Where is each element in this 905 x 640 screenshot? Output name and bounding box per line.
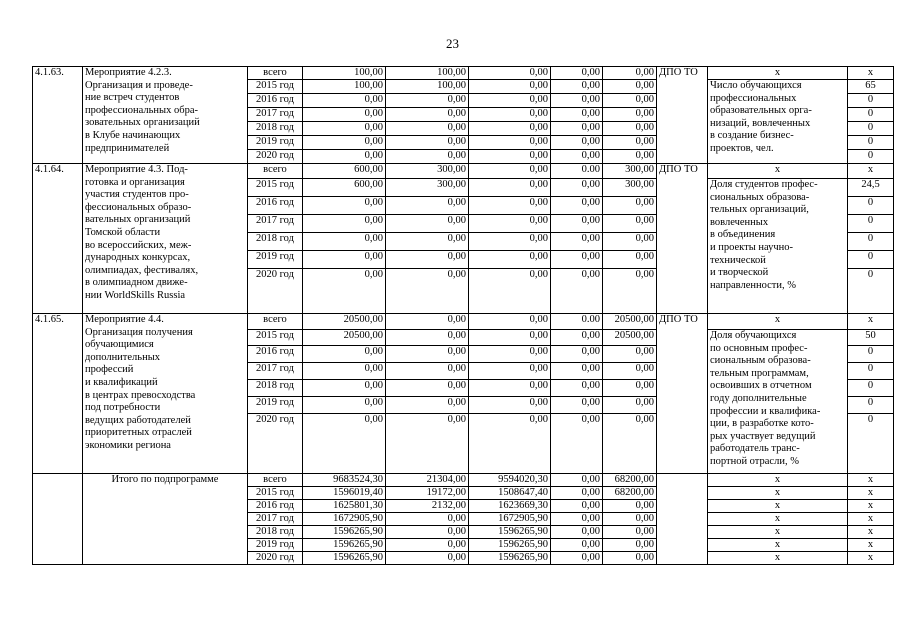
item-code: 4.1.64. — [33, 164, 83, 314]
regional-cell: 0,00 — [469, 108, 551, 122]
total-cell: 100,00 — [303, 67, 386, 80]
local-cell: 0,00 — [551, 269, 603, 314]
extrabudget-cell: 68200,00 — [603, 474, 657, 487]
regional-cell: 0,00 — [469, 179, 551, 197]
total-cell: 0,00 — [303, 94, 386, 108]
item-name-line: Организация получения — [85, 326, 193, 338]
item-name-line: в олимпиадном движе- — [85, 277, 188, 289]
local-cell: 0,00 — [551, 330, 603, 346]
indicator-value-cell: х — [848, 539, 894, 552]
indicator-value-cell: 0 — [848, 363, 894, 380]
item-code: 4.1.65. — [33, 314, 83, 474]
item-name-line: дународных конкурсах, — [85, 252, 191, 264]
total-cell: 0,00 — [303, 122, 386, 136]
total-cell: 0,00 — [303, 363, 386, 380]
local-cell: 0,00 — [551, 346, 603, 363]
period-cell: 2017 год — [248, 215, 303, 233]
federal-cell: 0,00 — [386, 269, 469, 314]
regional-cell: 0,00 — [469, 215, 551, 233]
budget-table — [32, 66, 894, 565]
period-cell: 2019 год — [248, 539, 303, 552]
federal-cell: 0,00 — [386, 397, 469, 414]
federal-cell: 300,00 — [386, 179, 469, 197]
federal-cell: 0,00 — [386, 150, 469, 164]
indicator-value-cell: х — [848, 526, 894, 539]
total-cell: 0,00 — [303, 136, 386, 150]
table-row — [33, 164, 894, 179]
extrabudget-cell: 0,00 — [603, 197, 657, 215]
indicator-value-cell: 0 — [848, 414, 894, 474]
federal-cell: 0,00 — [386, 233, 469, 251]
table-row — [33, 314, 894, 330]
indicator-value-cell: 50 — [848, 330, 894, 346]
regional-cell: 0,00 — [469, 67, 551, 80]
regional-cell: 1596265,90 — [469, 552, 551, 565]
indicator-line: вовлеченных — [710, 216, 769, 228]
local-cell: 0,00 — [551, 380, 603, 397]
indicator-line: в объединения — [710, 229, 776, 241]
total-cell: 0,00 — [303, 233, 386, 251]
indicator-line: Доля студентов профес- — [710, 179, 818, 190]
local-cell: 0,00 — [551, 500, 603, 513]
total-cell: 0,00 — [303, 215, 386, 233]
executor-cell: ДПО ТО — [657, 67, 708, 164]
regional-cell: 0,00 — [469, 136, 551, 150]
period-cell: всего — [248, 67, 303, 80]
extrabudget-cell: 0,00 — [603, 108, 657, 122]
federal-cell: 0,00 — [386, 526, 469, 539]
total-cell: 1672905,90 — [303, 513, 386, 526]
extrabudget-cell: 0,00 — [603, 269, 657, 314]
extrabudget-cell: 0,00 — [603, 67, 657, 80]
local-cell: 0,00 — [551, 136, 603, 150]
item-name-line: под потребности — [85, 402, 161, 414]
extrabudget-cell: 0,00 — [603, 539, 657, 552]
totals-label: Итого по подпрограмме — [83, 474, 248, 565]
item-name-line: ведущих работодателей — [85, 414, 191, 426]
extrabudget-cell: 0,00 — [603, 215, 657, 233]
period-cell: 2019 год — [248, 251, 303, 269]
total-cell: 9683524,30 — [303, 474, 386, 487]
total-cell: 0,00 — [303, 380, 386, 397]
federal-cell: 0,00 — [386, 330, 469, 346]
indicator-line: портной отрасли, % — [710, 455, 799, 467]
federal-cell: 0,00 — [386, 380, 469, 397]
executor-cell: ДПО ТО — [657, 314, 708, 474]
indicator-value-cell: 0 — [848, 122, 894, 136]
period-cell: 2017 год — [248, 363, 303, 380]
federal-cell: 0,00 — [386, 552, 469, 565]
indicator-cell: х — [708, 526, 848, 539]
federal-cell: 0,00 — [386, 122, 469, 136]
extrabudget-cell: 0,00 — [603, 397, 657, 414]
item-name-line: нии WorldSkills Russia — [85, 289, 186, 301]
total-cell: 100,00 — [303, 80, 386, 94]
period-cell: 2016 год — [248, 500, 303, 513]
indicator-value-cell: 0 — [848, 397, 894, 414]
indicator-value-cell: х — [848, 500, 894, 513]
period-cell: 2017 год — [248, 108, 303, 122]
regional-cell: 0,00 — [469, 269, 551, 314]
federal-cell: 0,00 — [386, 414, 469, 474]
local-cell: 0,00 — [551, 251, 603, 269]
extrabudget-cell: 20500,00 — [603, 314, 657, 330]
indicator-line: сиональных образова- — [710, 191, 810, 203]
indicator-line: низаций, вовлеченных — [710, 117, 811, 129]
local-cell: 0,00 — [551, 197, 603, 215]
indicator-cell — [708, 179, 848, 314]
item-name-line: профессиональных обра- — [85, 104, 198, 116]
local-cell: 0,00 — [551, 215, 603, 233]
period-cell: 2020 год — [248, 414, 303, 474]
regional-cell: 9594020,30 — [469, 474, 551, 487]
local-cell: 0,00 — [551, 94, 603, 108]
indicator-line: ции, в разработке кото- — [710, 418, 814, 430]
regional-cell: 0,00 — [469, 346, 551, 363]
local-cell: 0,00 — [551, 122, 603, 136]
total-cell: 0,00 — [303, 108, 386, 122]
item-name-line: предпринимателей — [85, 142, 170, 154]
period-cell: 2019 год — [248, 136, 303, 150]
local-cell: 0,00 — [551, 80, 603, 94]
total-cell: 20500,00 — [303, 330, 386, 346]
indicator-value-cell: х — [848, 513, 894, 526]
extrabudget-cell: 0,00 — [603, 513, 657, 526]
indicator-value-cell: 0 — [848, 346, 894, 363]
regional-cell: 0,00 — [469, 80, 551, 94]
local-cell: 0,00 — [551, 108, 603, 122]
indicator-value-cell: 0 — [848, 215, 894, 233]
local-cell: 0,00 — [551, 539, 603, 552]
federal-cell: 300,00 — [386, 164, 469, 179]
period-cell: 2016 год — [248, 346, 303, 363]
item-name-line: дополнительных — [85, 351, 161, 363]
regional-cell: 0,00 — [469, 251, 551, 269]
indicator-line: и творческой — [710, 267, 769, 279]
total-cell: 0,00 — [303, 150, 386, 164]
item-name-line: в Клубе начинающих — [85, 129, 181, 141]
indicator-line: профессии и квалифика- — [710, 405, 821, 417]
extrabudget-cell: 68200,00 — [603, 487, 657, 500]
local-cell: 0,00 — [551, 233, 603, 251]
period-cell: 2017 год — [248, 513, 303, 526]
item-name — [83, 67, 248, 164]
extrabudget-cell: 0,00 — [603, 414, 657, 474]
federal-cell: 0,00 — [386, 94, 469, 108]
regional-cell: 0,00 — [469, 414, 551, 474]
total-cell: 0,00 — [303, 346, 386, 363]
total-cell: 0,00 — [303, 397, 386, 414]
item-name-line: фессиональных образо- — [85, 201, 192, 213]
extrabudget-cell: 0,00 — [603, 363, 657, 380]
item-name-line: готовка и организация — [85, 176, 185, 188]
indicator-value-cell: 65 — [848, 80, 894, 94]
federal-cell: 0,00 — [386, 346, 469, 363]
federal-cell: 0,00 — [386, 251, 469, 269]
local-cell: 0,00 — [551, 179, 603, 197]
total-cell: 600,00 — [303, 164, 386, 179]
indicator-value-cell: х — [848, 552, 894, 565]
period-cell: всего — [248, 164, 303, 179]
local-cell: 0.00 — [551, 314, 603, 330]
federal-cell: 0,00 — [386, 215, 469, 233]
item-name-line: Мероприятие 4.4. — [85, 314, 164, 325]
item-name-line: Мероприятие 4.2.3. — [85, 67, 172, 78]
period-cell: 2018 год — [248, 526, 303, 539]
period-cell: 2015 год — [248, 487, 303, 500]
indicator-value-cell: 0 — [848, 136, 894, 150]
indicator-value-cell: х — [848, 314, 894, 330]
period-cell: 2015 год — [248, 330, 303, 346]
period-cell: 2015 год — [248, 80, 303, 94]
period-cell: 2018 год — [248, 380, 303, 397]
local-cell: 0,00 — [551, 526, 603, 539]
federal-cell: 100,00 — [386, 80, 469, 94]
regional-cell: 0,00 — [469, 397, 551, 414]
indicator-value-cell: х — [848, 67, 894, 80]
period-cell: 2020 год — [248, 552, 303, 565]
local-cell: 0,00 — [551, 67, 603, 80]
indicator-cell: х — [708, 500, 848, 513]
period-cell: 2018 год — [248, 122, 303, 136]
total-cell: 1596265,90 — [303, 539, 386, 552]
local-cell: 0,00 — [551, 363, 603, 380]
regional-cell: 0,00 — [469, 233, 551, 251]
item-name-line: экономики региона — [85, 439, 171, 451]
indicator-value-cell: х — [848, 474, 894, 487]
indicator-value-cell: 0 — [848, 251, 894, 269]
indicator-value-cell: 0 — [848, 94, 894, 108]
item-name-line: обучающимися — [85, 339, 154, 351]
item-code: 4.1.63. — [33, 67, 83, 164]
extrabudget-cell: 0,00 — [603, 346, 657, 363]
regional-cell: 0,00 — [469, 330, 551, 346]
indicator-line: тельных организаций, — [710, 204, 809, 216]
regional-cell: 0,00 — [469, 164, 551, 179]
indicator-line: образовательных орга- — [710, 105, 812, 117]
item-name-line: ние встреч студентов — [85, 92, 180, 104]
total-code-cell — [33, 474, 83, 565]
local-cell: 0,00 — [551, 150, 603, 164]
extrabudget-cell: 0,00 — [603, 80, 657, 94]
indicator-value-cell: х — [848, 164, 894, 179]
indicator-value-cell: 24,5 — [848, 179, 894, 197]
total-cell: 600,00 — [303, 179, 386, 197]
local-cell: 0,00 — [551, 552, 603, 565]
regional-cell: 1508647,40 — [469, 487, 551, 500]
table-row — [33, 474, 894, 487]
item-name-line: Мероприятие 4.3. Под- — [85, 164, 188, 175]
federal-cell: 0,00 — [386, 314, 469, 330]
indicator-line: в создание бизнес- — [710, 130, 794, 142]
regional-cell: 0,00 — [469, 197, 551, 215]
indicator-line: году дополнительные — [710, 392, 807, 404]
regional-cell: 0,00 — [469, 150, 551, 164]
indicator-line: сиональным образова- — [710, 355, 811, 367]
regional-cell: 0,00 — [469, 122, 551, 136]
item-name-line: приоритетных отраслей — [85, 427, 192, 439]
total-cell: 1625801,30 — [303, 500, 386, 513]
local-cell: 0,00 — [551, 513, 603, 526]
total-cell: 1596265,90 — [303, 526, 386, 539]
total-cell: 1596265,90 — [303, 552, 386, 565]
total-cell: 1596019,40 — [303, 487, 386, 500]
indicator-line: по основным профес- — [710, 342, 808, 354]
executor-cell: ДПО ТО — [657, 164, 708, 314]
indicator-value-cell: 0 — [848, 233, 894, 251]
indicator-line: работодатель транс- — [710, 443, 800, 455]
regional-cell: 0,00 — [469, 94, 551, 108]
indicator-cell: х — [708, 67, 848, 80]
federal-cell: 21304,00 — [386, 474, 469, 487]
item-name-line: и квалификаций — [85, 376, 158, 388]
page-number: 23 — [446, 36, 459, 51]
period-cell: 2020 год — [248, 150, 303, 164]
indicator-cell: х — [708, 552, 848, 565]
executor-cell — [657, 474, 708, 565]
indicator-line: Число обучающихся — [710, 80, 802, 91]
item-name-line: профессий — [85, 364, 134, 376]
period-cell: 2020 год — [248, 269, 303, 314]
indicator-value-cell: 0 — [848, 380, 894, 397]
extrabudget-cell: 0,00 — [603, 251, 657, 269]
local-cell: 0,00 — [551, 487, 603, 500]
extrabudget-cell: 300,00 — [603, 179, 657, 197]
federal-cell: 0,00 — [386, 136, 469, 150]
regional-cell: 0,00 — [469, 363, 551, 380]
federal-cell: 2132,00 — [386, 500, 469, 513]
federal-cell: 0,00 — [386, 513, 469, 526]
period-cell: 2016 год — [248, 197, 303, 215]
extrabudget-cell: 0,00 — [603, 94, 657, 108]
indicator-cell: х — [708, 539, 848, 552]
extrabudget-cell: 0,00 — [603, 380, 657, 397]
indicator-cell: х — [708, 474, 848, 487]
indicator-line: тельным программам, — [710, 367, 809, 379]
indicator-value-cell: 0 — [848, 269, 894, 314]
total-cell: 20500,00 — [303, 314, 386, 330]
local-cell: 0.00 — [551, 164, 603, 179]
extrabudget-cell: 0,00 — [603, 500, 657, 513]
indicator-value-cell: 0 — [848, 150, 894, 164]
item-name-line: участия студентов про- — [85, 189, 189, 201]
extrabudget-cell: 0,00 — [603, 150, 657, 164]
regional-cell: 1672905,90 — [469, 513, 551, 526]
item-name-line: зовательных организаций — [85, 117, 200, 129]
indicator-line: рых участвует ведущий — [710, 430, 816, 442]
indicator-cell: х — [708, 164, 848, 179]
regional-cell: 1623669,30 — [469, 500, 551, 513]
item-name-line: в центрах превосходства — [85, 389, 196, 401]
total-cell: 0,00 — [303, 269, 386, 314]
table-row — [33, 67, 894, 80]
item-name-line: вательных организаций — [85, 214, 191, 226]
federal-cell: 0,00 — [386, 363, 469, 380]
item-name-line: Томской области — [85, 226, 161, 238]
indicator-value-cell: 0 — [848, 108, 894, 122]
indicator-line: проектов, чел. — [710, 142, 774, 154]
period-cell: 2018 год — [248, 233, 303, 251]
indicator-cell: х — [708, 314, 848, 330]
period-cell: 2016 год — [248, 94, 303, 108]
total-cell: 0,00 — [303, 197, 386, 215]
indicator-cell: х — [708, 487, 848, 500]
indicator-line: технической — [710, 254, 766, 266]
indicator-line: освоивших в отчетном — [710, 380, 812, 392]
item-name-line: олимпиадах, фестивалях, — [85, 264, 199, 276]
period-cell: всего — [248, 474, 303, 487]
item-name-line: во всероссийских, меж- — [85, 239, 192, 251]
extrabudget-cell: 0,00 — [603, 552, 657, 565]
indicator-line: и проекты научно- — [710, 241, 794, 253]
indicator-value-cell: х — [848, 487, 894, 500]
indicator-cell: х — [708, 513, 848, 526]
indicator-line: направленности, % — [710, 279, 797, 291]
federal-cell: 0,00 — [386, 108, 469, 122]
period-cell: 2019 год — [248, 397, 303, 414]
extrabudget-cell: 0,00 — [603, 526, 657, 539]
federal-cell: 100,00 — [386, 67, 469, 80]
item-name-line: Организация и проведе- — [85, 79, 193, 91]
extrabudget-cell: 0,00 — [603, 233, 657, 251]
item-name — [83, 314, 248, 474]
item-name — [83, 164, 248, 314]
indicator-cell — [708, 80, 848, 164]
period-cell: 2015 год — [248, 179, 303, 197]
indicator-line: Доля обучающихся — [710, 330, 797, 341]
regional-cell: 0,00 — [469, 314, 551, 330]
total-cell: 0,00 — [303, 414, 386, 474]
indicator-line: профессиональных — [710, 92, 797, 104]
extrabudget-cell: 300,00 — [603, 164, 657, 179]
indicator-value-cell: 0 — [848, 197, 894, 215]
federal-cell: 0,00 — [386, 539, 469, 552]
federal-cell: 0,00 — [386, 197, 469, 215]
extrabudget-cell: 20500,00 — [603, 330, 657, 346]
period-cell: всего — [248, 314, 303, 330]
regional-cell: 0,00 — [469, 380, 551, 397]
regional-cell: 1596265,90 — [469, 539, 551, 552]
federal-cell: 19172,00 — [386, 487, 469, 500]
extrabudget-cell: 0,00 — [603, 136, 657, 150]
local-cell: 0,00 — [551, 474, 603, 487]
regional-cell: 1596265,90 — [469, 526, 551, 539]
local-cell: 0,00 — [551, 414, 603, 474]
total-cell: 0,00 — [303, 251, 386, 269]
indicator-cell — [708, 330, 848, 474]
local-cell: 0,00 — [551, 397, 603, 414]
extrabudget-cell: 0,00 — [603, 122, 657, 136]
